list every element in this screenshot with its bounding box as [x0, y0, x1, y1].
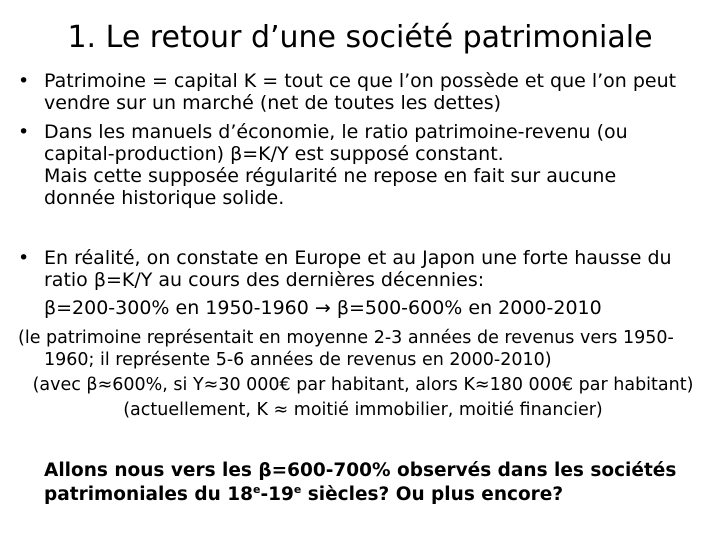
bullet-line: Mais cette supposée régularité ne repose en fait sur aucune	[44, 165, 617, 187]
conclusion-question	[44, 459, 704, 507]
bullet-text	[44, 247, 698, 319]
bullet-line: Patrimoine = capital K = tout ce que l’on possède et que l’on peut	[44, 70, 677, 92]
conclusion-line-2	[44, 483, 704, 507]
bullet-dot: •	[18, 70, 30, 92]
bullet-manuels-economie	[18, 121, 698, 209]
note-line: 1960; il représente 5-6 années de revenus en 2000-2010)	[44, 350, 552, 370]
parenthetical-notes	[18, 327, 708, 421]
note-line: (avec β≈600%, si Y≈30 000€ par habitant, alors K≈180 000€ par habitant)	[32, 375, 694, 395]
bullet-line: Dans les manuels d’économie, le ratio patrimoine-revenu (ou	[44, 121, 628, 143]
conclusion-text: -19	[260, 484, 294, 505]
conclusion-text: patrimoniales du 18	[44, 484, 253, 505]
conclusion-line-1: Allons nous vers les β=600-700% observés dans les sociétés	[44, 460, 677, 481]
bullet-line: En réalité, on constate en Europe et au Japon une forte hausse du	[44, 247, 672, 269]
bullet-dot: •	[18, 247, 30, 269]
superscript-e: e	[293, 483, 302, 496]
note-line: (le patrimoine représentait en moyenne 2-3 années de revenus vers 1950-	[18, 328, 674, 348]
bullet-patrimoine-definition	[18, 70, 698, 114]
bullet-line: vendre sur un marché (net de toutes les dettes)	[44, 92, 502, 114]
bullet-dot: •	[18, 121, 30, 143]
bullet-en-realite	[18, 247, 698, 319]
bullet-text	[44, 70, 698, 114]
conclusion-text: siècles? Ou plus encore?	[301, 484, 564, 505]
bullet-line: capital-production) β=K/Y est supposé constant.	[44, 143, 504, 165]
bullet-line: β=200-300% en 1950-1960 → β=500-600% en 2000-2010	[44, 297, 602, 319]
bullet-text	[44, 121, 698, 209]
bullet-line: ratio β=K/Y au cours des dernières décennies:	[44, 269, 485, 291]
slide-title: 1. Le retour d’une société patrimoniale	[67, 20, 653, 55]
superscript-e: e	[252, 483, 261, 496]
bullet-line: donnée historique solide.	[44, 187, 285, 209]
note-line: (actuellement, K ≈ moitié immobilier, moitié financier)	[123, 400, 603, 420]
